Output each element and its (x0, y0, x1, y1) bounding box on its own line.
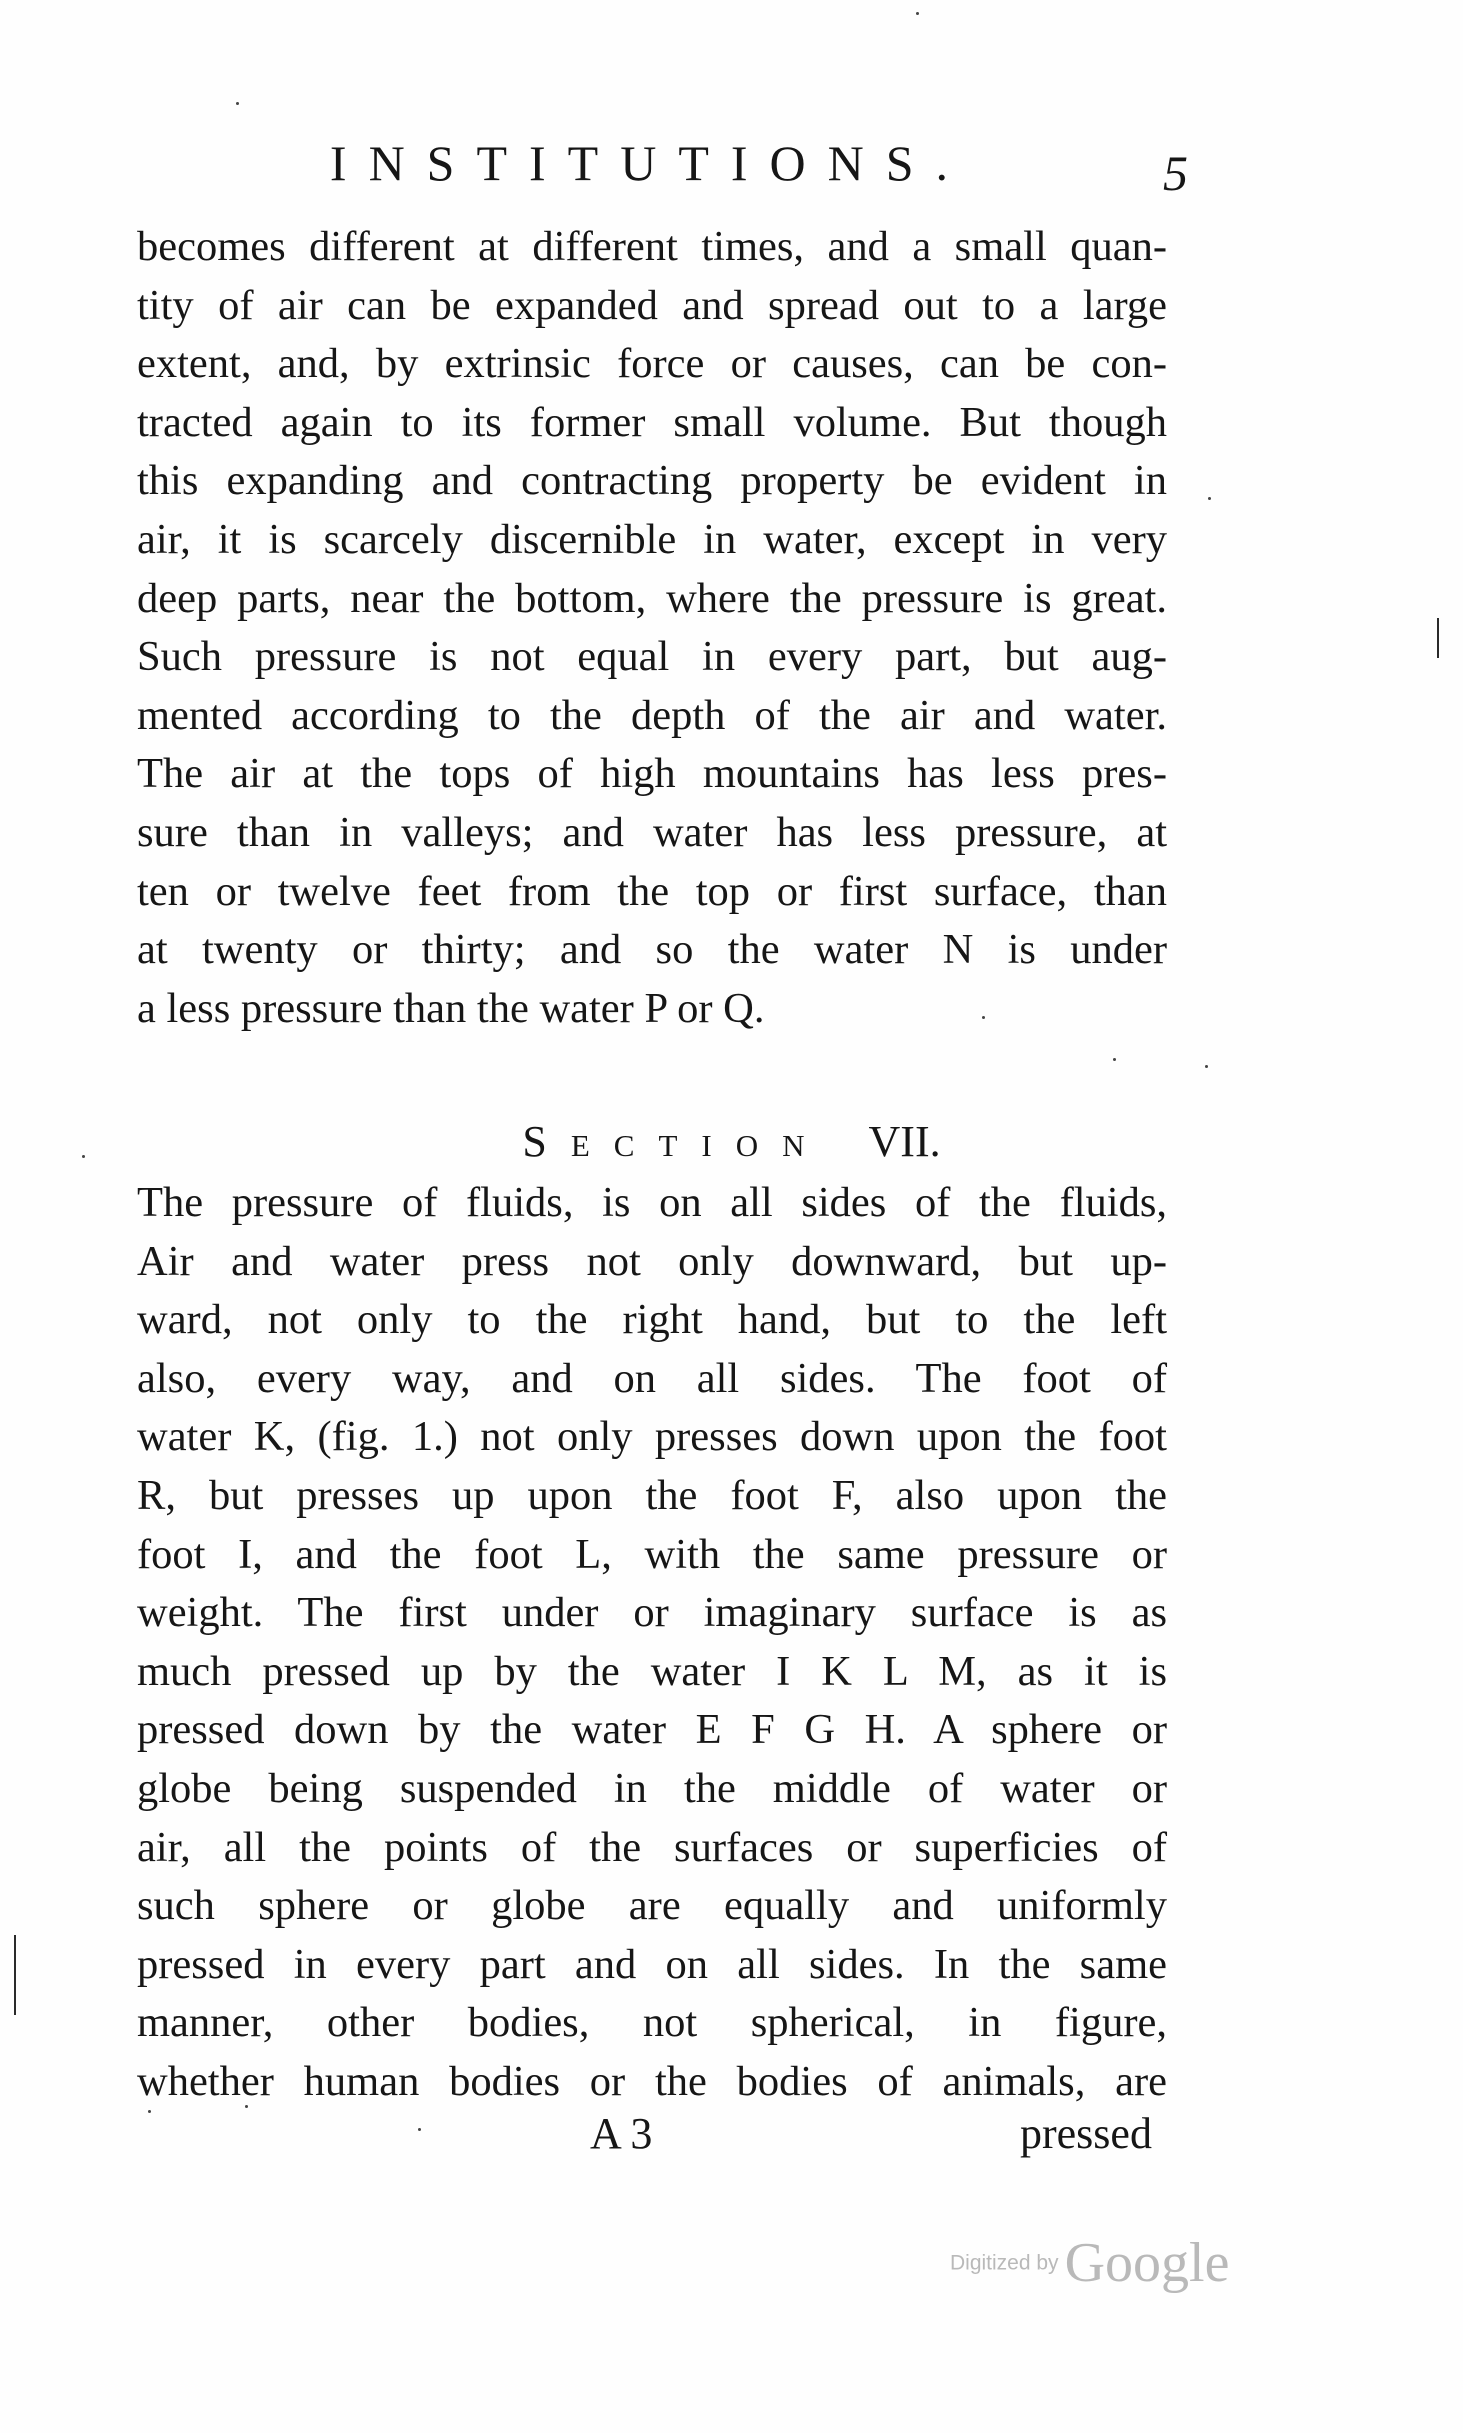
digitization-watermark (950, 2232, 1230, 2294)
scan-speck (418, 2128, 421, 2131)
scan-speck (1205, 1065, 1208, 1068)
text-line: Air and water press not only downward, but up- (137, 1237, 1167, 1285)
text-line: this expanding and contracting property be evident in (137, 457, 1167, 505)
scan-margin-line (14, 1935, 16, 2015)
scan-speck (236, 102, 239, 105)
section-number: VII. (868, 1117, 941, 1166)
text-line: air, all the points of the surfaces or superficies of (137, 1823, 1167, 1871)
text-line: foot I, and the foot L, with the same pressure or (137, 1530, 1167, 1578)
scan-speck (245, 2105, 248, 2108)
text-line: The air at the tops of high mountains has less pres- (137, 750, 1167, 798)
text-line: water K, (fig. 1.) not only presses down upon the foot (137, 1413, 1167, 1461)
text-line: air, it is scarcely discernible in water, except in very (137, 515, 1167, 563)
text-line: such sphere or globe are equally and uniformly (137, 1882, 1167, 1930)
text-line: tity of air can be expanded and spread out to a large (137, 281, 1167, 329)
signature-mark: A 3 (590, 2109, 653, 2158)
text-line: tracted again to its former small volume. But though (137, 398, 1167, 446)
text-line: deep parts, near the bottom, where the pressure is great. (137, 574, 1167, 622)
text-line: mented according to the depth of the air and water. (137, 691, 1167, 739)
text-line: a less pressure than the water P or Q. (137, 984, 765, 1032)
text-line: The pressure of fluids, is on all sides of the fluids, (137, 1179, 1167, 1226)
scan-speck (82, 1155, 85, 1158)
text-line: pressed in every part and on all sides. In the same (137, 1940, 1167, 1988)
paragraph-continued (137, 218, 1167, 1038)
section-heading (0, 1117, 1463, 1166)
section-word: Section (522, 1117, 829, 1166)
text-line: whether human bodies or the bodies of animals, are (137, 2057, 1167, 2105)
text-line: at twenty or thirty; and so the water N is under (137, 926, 1167, 974)
scan-speck (1113, 1058, 1116, 1061)
text-line: R, but presses up upon the foot F, also upon the (137, 1471, 1167, 1519)
text-line: ten or twelve feet from the top or first surface, than (137, 867, 1167, 915)
catchword: pressed (1020, 2109, 1152, 2158)
text-line: pressed down by the water E F G H. A sphere or (137, 1706, 1167, 1754)
text-line: globe being suspended in the middle of water or (137, 1764, 1167, 1812)
text-line: also, every way, and on all sides. The foot of (137, 1354, 1167, 1402)
text-line: weight. The first under or imaginary surface is as (137, 1589, 1167, 1637)
text-line: extent, and, by extrinsic force or causes, can be con- (137, 340, 1167, 388)
text-line: Such pressure is not equal in every part, but aug- (137, 633, 1167, 681)
section-paragraph (137, 1174, 1167, 2112)
text-line: sure than in valleys; and water has less pressure, at (137, 808, 1167, 856)
page-number: 5 (1163, 145, 1188, 201)
text-line: much pressed up by the water I K L M, as it is (137, 1647, 1167, 1695)
scan-speck (916, 12, 919, 15)
running-head-title: INSTITUTIONS. (329, 135, 971, 191)
scan-speck (982, 1016, 985, 1019)
watermark-prefix: Digitized by (950, 2251, 1059, 2275)
text-line: becomes different at different times, and a small quan- (137, 223, 1167, 270)
watermark-brand-logo: Google (1064, 2232, 1230, 2294)
text-line: ward, not only to the right hand, but to the left (137, 1296, 1167, 1344)
scan-speck (1208, 497, 1211, 500)
scan-speck (148, 2110, 151, 2113)
text-line: manner, other bodies, not spherical, in figure, (137, 1999, 1167, 2047)
scan-margin-line (1437, 618, 1439, 658)
